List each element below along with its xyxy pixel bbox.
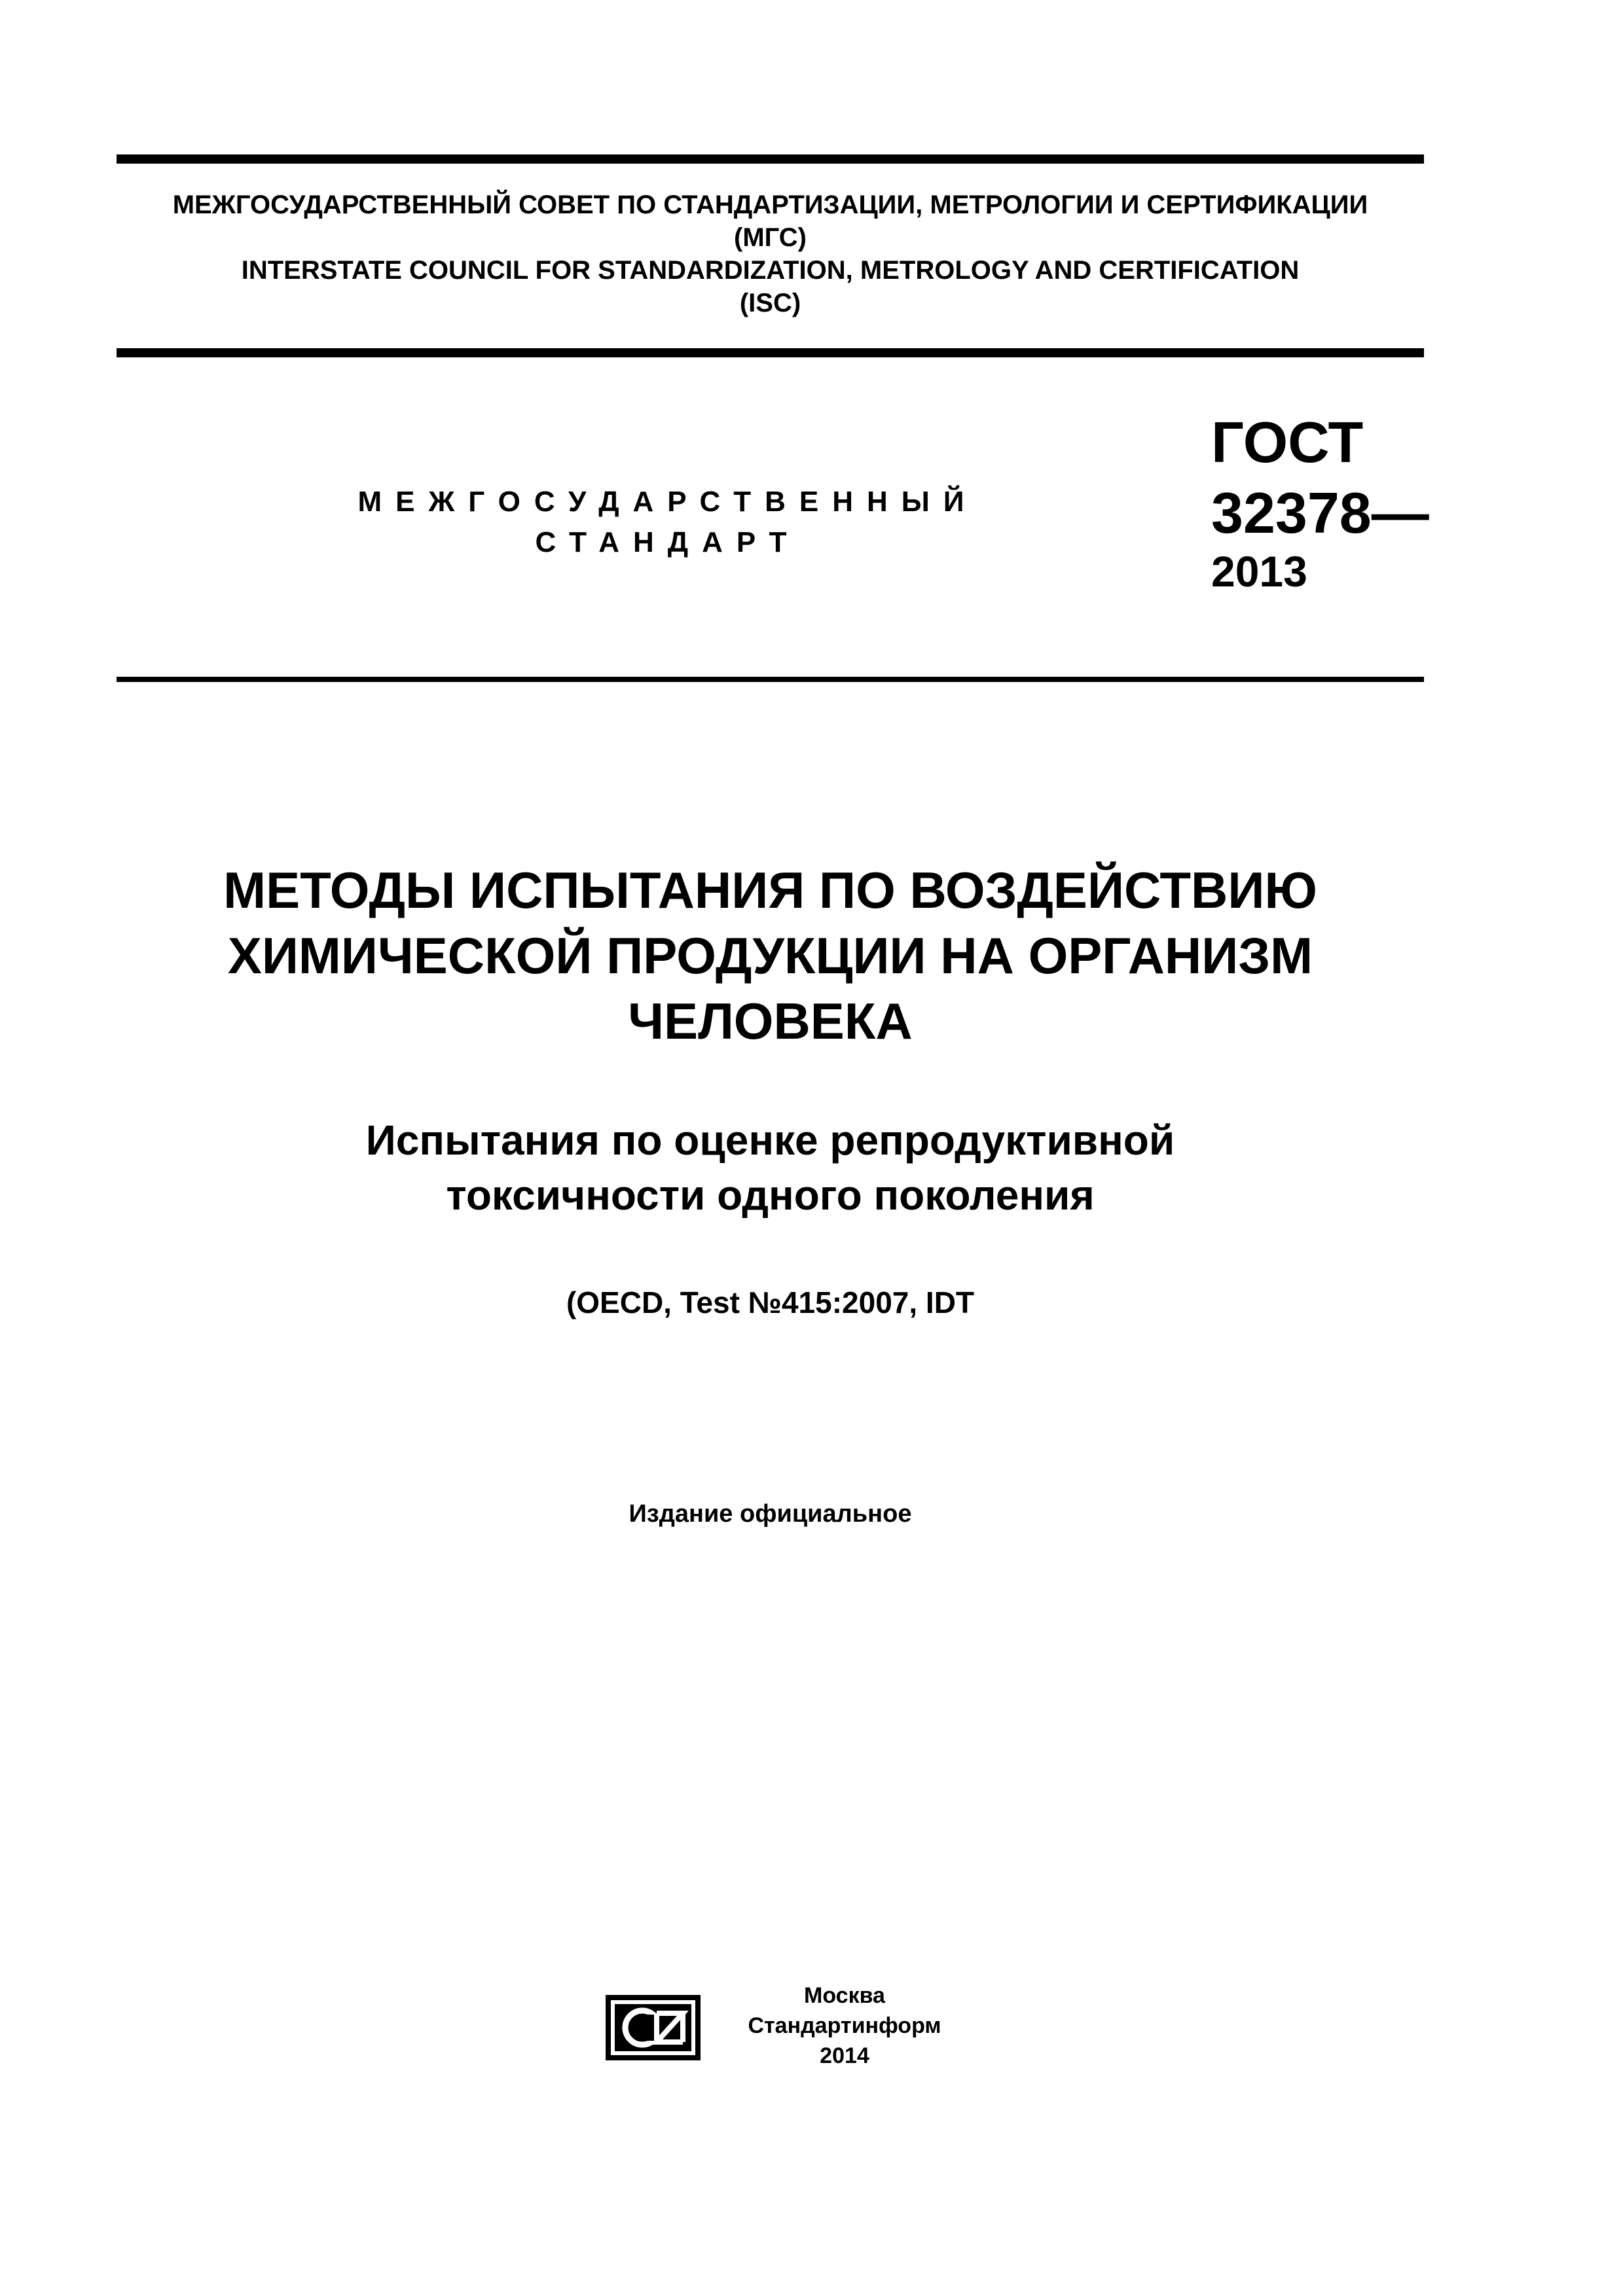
header-rule [117, 348, 1424, 357]
publisher-year: 2014 [820, 2043, 869, 2068]
council-abbr-ru: (МГС) [734, 223, 807, 252]
edition-note: Издание официальное [629, 1500, 912, 1528]
top-rule [117, 154, 1424, 164]
council-header [117, 188, 1424, 319]
standard-type-line1: МЕЖГОСУДАРСТВЕННЫЙ [357, 486, 978, 518]
gost-label: ГОСТ [1211, 410, 1364, 475]
publisher-name: Стандартинформ [748, 2013, 941, 2038]
subtitle-line-2: токсичности одного поколения [446, 1172, 1095, 1219]
gost-number: 32378— [1211, 480, 1429, 545]
standartinform-logo-icon [606, 1995, 701, 2060]
oecd-reference: (OECD, Test №415:2007, IDT [566, 1285, 975, 1319]
subtitle-line-1: Испытания по оценке репродуктивной [365, 1117, 1175, 1164]
council-name-en: INTERSTATE COUNCIL FOR STANDARDIZATION, METROLOGY AND CERTIFICATION [241, 256, 1300, 285]
publisher-city: Москва [804, 1983, 885, 2008]
title-line-3: ЧЕЛОВЕКА [628, 992, 913, 1050]
council-abbr-en: (ISC) [739, 289, 801, 317]
title-line-1: МЕТОДЫ ИСПЫТАНИЯ ПО ВОЗДЕЙСТВИЮ [223, 861, 1317, 919]
gost-year: 2013 [1211, 547, 1307, 596]
gost-designation [1211, 410, 1429, 596]
standard-type [301, 482, 1034, 563]
designation-rule [117, 677, 1424, 682]
publisher-info [707, 1981, 982, 2071]
council-name-ru: МЕЖГОСУДАРСТВЕННЫЙ СОВЕТ ПО СТАНДАРТИЗАЦИИ, МЕТРОЛОГИИ И СЕРТИФИКАЦИИ [172, 190, 1368, 219]
standard-type-line2: СТАНДАРТ [535, 526, 801, 558]
title-line-2: ХИМИЧЕСКОЙ ПРОДУКЦИИ НА ОРГАНИЗМ [227, 927, 1313, 984]
document-subtitle [117, 1113, 1424, 1223]
document-title [117, 857, 1424, 1054]
